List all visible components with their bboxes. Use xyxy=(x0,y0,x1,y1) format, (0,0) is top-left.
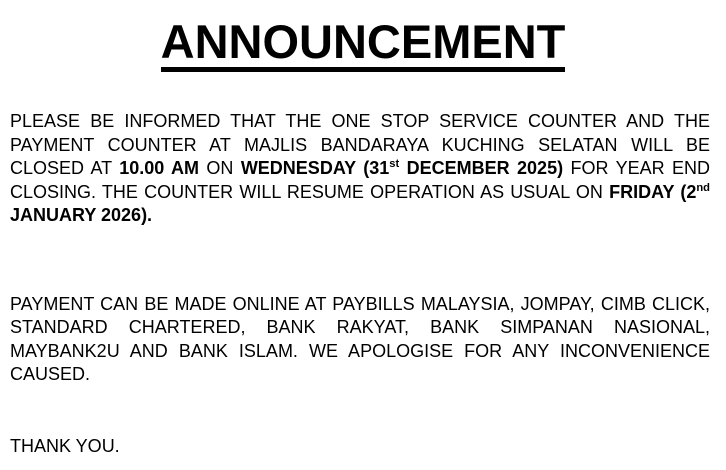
payment-options-paragraph xyxy=(10,293,710,387)
emphasized-text-run: JANUARY 2026). xyxy=(10,205,153,225)
text-run: ON xyxy=(198,158,241,178)
text-run: PLEASE BE INFORMED THAT THE ONE STOP SERVICE COUNTER AND THE PAYMENT COUNTER AT MAJLIS BANDARAYA KUCHING SELATAN WILL BE CLOSED AT xyxy=(10,111,710,178)
emphasized-text-run: DECEMBER 2025) xyxy=(399,158,564,178)
ordinal-superscript: st xyxy=(389,158,400,170)
text-run: FOR YEAR END CLOSING. THE COUNTER WILL RESUME OPERATION AS USUAL ON xyxy=(10,158,710,202)
ordinal-superscript: nd xyxy=(696,181,710,194)
text-run: PAYMENT CAN BE MADE ONLINE AT PAYBILLS MALAYSIA, JOMPAY, CIMB CLICK, STANDARD CHARTERED, BANK RAKYAT, BANK SIMPANAN NASIONAL, MAYBANK2U AND BANK ISLAM. WE APOLOGISE FOR ANY INCONVENIENCE CAUSED. xyxy=(10,293,710,384)
title-container xyxy=(0,0,726,72)
emphasized-text-run: 10.00 AM xyxy=(119,158,199,178)
emphasized-text-run: FRIDAY (2 xyxy=(609,181,697,202)
emphasized-text-run: WEDNESDAY (31 xyxy=(240,158,390,178)
closing-text: THANK YOU. xyxy=(10,435,120,456)
page-title: ANNOUNCEMENT xyxy=(161,17,566,72)
closure-notice-paragraph xyxy=(10,110,710,228)
